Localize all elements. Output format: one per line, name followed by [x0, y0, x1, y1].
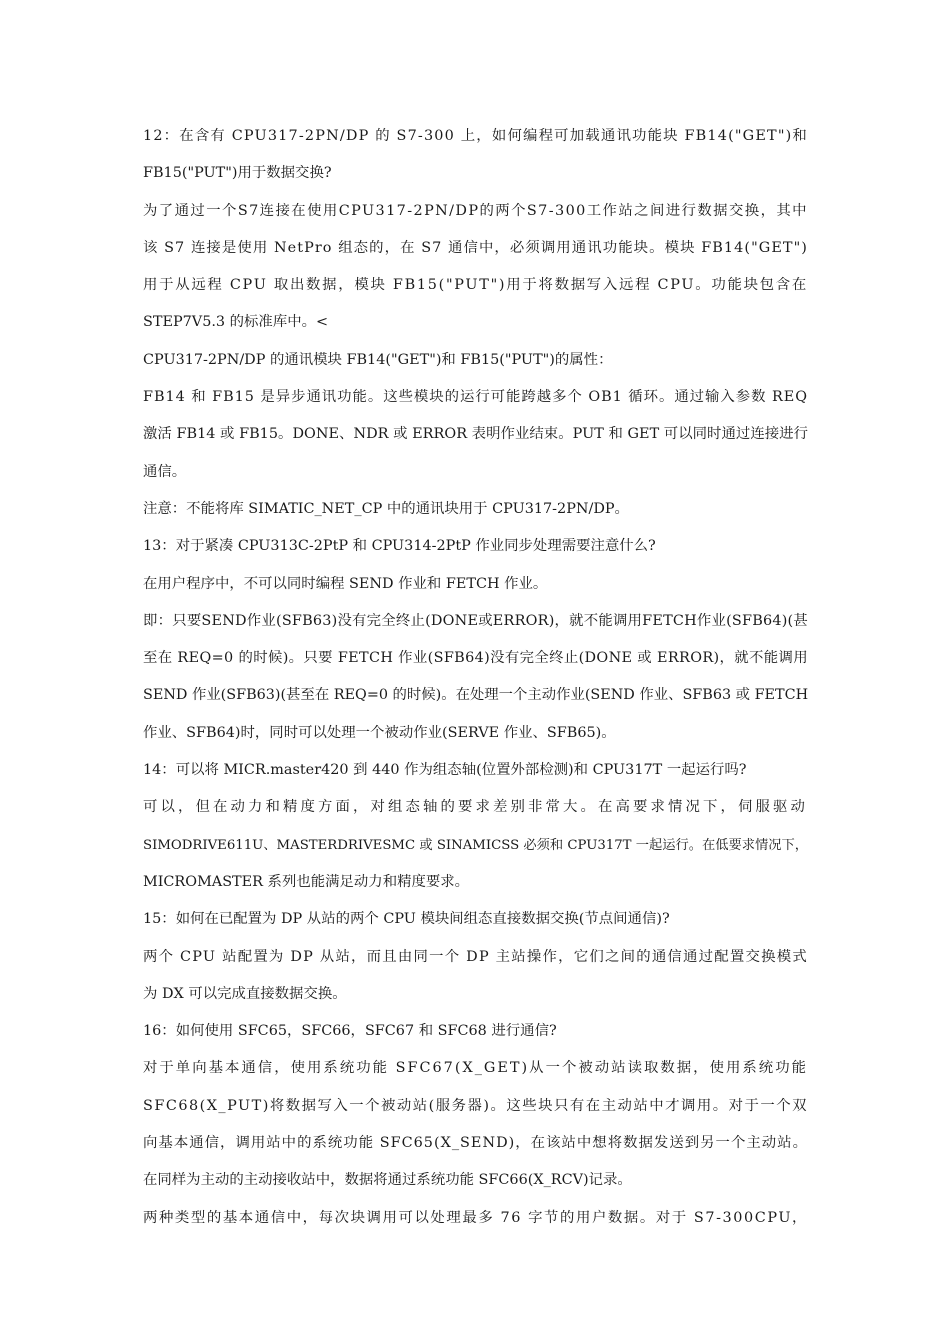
text-line — [143, 491, 808, 528]
text-line — [143, 1125, 808, 1162]
text-line — [143, 1013, 808, 1050]
text-line-content: 可以，但在动力和精度方面，对组态轴的要求差别非常大。在高要求情况下，伺服驱动 — [143, 799, 808, 816]
text-line-content: SIMODRIVE611U、MASTERDRIVESMC 或 SINAMICSS 必须和 CPU317T 一起运行。在低要求情况下， — [143, 837, 808, 853]
text-line-content: 在用户程序中，不可以同时编程 SEND 作业和 FETCH 作业。 — [143, 575, 548, 592]
text-line-content: 至在 REQ=0 的时候)。只要 FETCH 作业(SFB64)没有完全终止(DONE 或 ERROR)，就不能调用 — [143, 650, 808, 667]
text-line-content: 15：如何在已配置为 DP 从站的两个 CPU 模块间组态直接数据交换(节点间通信)? — [143, 911, 670, 928]
text-line — [143, 416, 808, 453]
text-line-content: STEP7V5.3 的标准库中。< — [143, 314, 329, 331]
text-line-content: 12：在含有 CPU317-2PN/DP 的 S7-300 上，如何编程可加载通讯功能块 FB14("GET")和 — [143, 128, 808, 144]
text-line-content: 对于单向基本通信，使用系统功能 SFC67(X_GET)从一个被动站读取数据，使用系统功能 — [143, 1060, 808, 1077]
text-line-content: 激活 FB14 或 FB15。DONE、NDR 或 ERROR 表明作业结束。PUT 和 GET 可以同时通过连接进行 — [143, 426, 808, 443]
text-line-content: SEND 作业(SFB63)(甚至在 REQ=0 的时候)。在处理一个主动作业(SEND 作业、SFB63 或 FETCH — [143, 687, 809, 704]
text-line-content: 两种类型的基本通信中，每次块调用可以处理最多 76 字节的用户数据。对于 S7-300CPU， — [143, 1209, 808, 1226]
text-line — [143, 379, 808, 416]
text-line-content: 注意：不能将库 SIMATIC_NET_CP 中的通讯块用于 CPU317-2PN/DP。 — [143, 500, 629, 517]
text-line-content: 即：只要SEND作业(SFB63)没有完全终止(DONE或ERROR)，就不能调用FETCH作业(SFB64)(甚 — [143, 612, 808, 629]
text-line-content: 14：可以将 MICR.master420 到 440 作为组态轴(位置外部检测)和 CPU317T 一起运行吗? — [143, 762, 747, 779]
text-line — [143, 528, 808, 565]
text-line — [143, 566, 808, 603]
text-line — [143, 715, 808, 752]
text-line — [143, 1162, 808, 1199]
text-line — [143, 1200, 808, 1237]
text-line — [143, 230, 808, 267]
text-line-content: MICROMASTER 系列也能满足动力和精度要求。 — [143, 873, 470, 890]
text-line-content: CPU317-2PN/DP 的通讯模块 FB14("GET")和 FB15("PUT")的属性： — [143, 351, 613, 368]
text-line-content: 两个 CPU 站配置为 DP 从站，而且由同一个 DP 主站操作，它们之间的通信通过配置交换模式 — [143, 948, 808, 965]
text-line-content: FB15("PUT")用于数据交换? — [143, 165, 332, 182]
text-line — [143, 1050, 808, 1087]
text-line-content: 为 DX 可以完成直接数据交换。 — [143, 985, 347, 1002]
text-line-content: 用于从远程 CPU 取出数据，模块 FB15("PUT")用于将数据写入远程 CPU。功能块包含在 — [143, 277, 808, 294]
text-line — [143, 603, 808, 640]
text-line — [143, 342, 808, 379]
text-line-content: 16：如何使用 SFC65，SFC66，SFC67 和 SFC68 进行通信? — [143, 1023, 557, 1040]
text-line-content: 13：对于紧凑 CPU313C-2PtP 和 CPU314-2PtP 作业同步处理需要注意什么? — [143, 538, 656, 555]
text-line — [143, 640, 808, 677]
text-line-content: 该 S7 连接是使用 NetPro 组态的，在 S7 通信中，必须调用通讯功能块。模块 FB14("GET") — [143, 239, 808, 256]
text-line — [143, 976, 808, 1013]
text-line — [143, 304, 808, 341]
document-page — [143, 118, 808, 1237]
text-line-content: SFC68(X_PUT)将数据写入一个被动站(服务器)。这些块只有在主动站中才调用。对于一个双 — [143, 1097, 808, 1114]
text-line-content: 通信。 — [143, 463, 187, 480]
text-line — [143, 789, 808, 826]
text-line-content: 为了通过一个S7连接在使用CPU317-2PN/DP的两个S7-300工作站之间进行数据交换，其中 — [143, 202, 808, 219]
text-line-content: 在同样为主动的主动接收站中，数据将通过系统功能 SFC66(X_RCV)记录。 — [143, 1172, 632, 1189]
text-line — [143, 901, 808, 938]
text-line-content: 向基本通信，调用站中的系统功能 SFC65(X_SEND)，在该站中想将数据发送到另一个主动站。 — [143, 1135, 808, 1152]
text-line — [143, 1088, 808, 1125]
text-line — [143, 193, 808, 230]
text-line — [143, 155, 808, 192]
text-line — [143, 827, 808, 864]
text-line — [143, 454, 808, 491]
text-line — [143, 752, 808, 789]
text-line — [143, 118, 808, 155]
text-line — [143, 267, 808, 304]
text-line — [143, 677, 808, 714]
text-line — [143, 864, 808, 901]
text-line-content: FB14 和 FB15 是异步通讯功能。这些模块的运行可能跨越多个 OB1 循环。通过输入参数 REQ — [143, 389, 808, 406]
text-line — [143, 939, 808, 976]
text-line-content: 作业、SFB64)时，同时可以处理一个被动作业(SERVE 作业、SFB65)。 — [143, 724, 616, 741]
